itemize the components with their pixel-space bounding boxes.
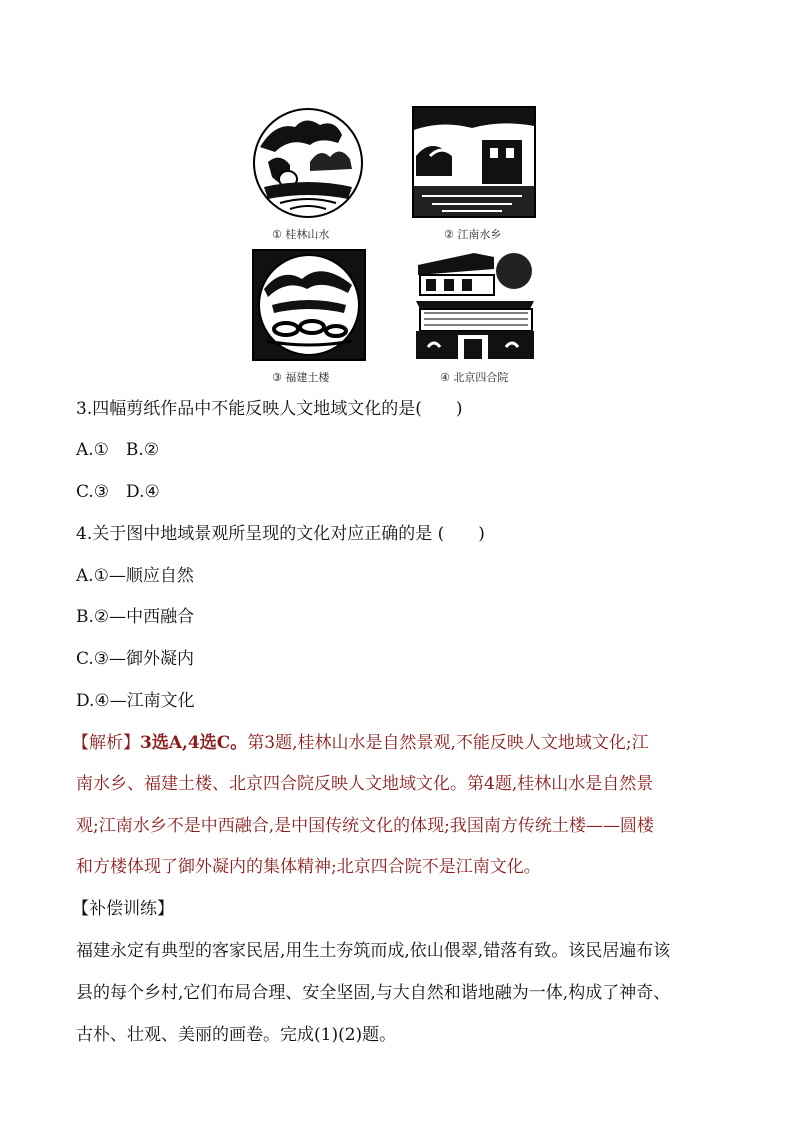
papercut-jiangnan-image xyxy=(412,106,536,218)
supplement-tag: 【补偿训练】 xyxy=(72,899,174,919)
supplement-line-3: 古朴、壮观、美丽的画卷。完成(1)(2)题。 xyxy=(76,1025,397,1045)
analysis-text-1: 第3题,桂林山水是自然景观,不能反映人文地域文化;江 xyxy=(247,733,649,753)
papercut-tulou-image xyxy=(252,249,366,361)
analysis-answer: 3选A,4选C。 xyxy=(140,733,248,753)
question-4-option-c: C.③—御外凝内 xyxy=(76,649,195,669)
papercut-siheyuan-image xyxy=(414,247,536,361)
question-3-options-ab: A.① B.② xyxy=(76,440,160,460)
analysis-tag: 【解析】 xyxy=(72,733,140,753)
analysis-line-1 xyxy=(72,732,649,754)
analysis-line-2: 南水乡、福建土楼、北京四合院反映人文地域文化。第4题,桂林山水是自然景 xyxy=(76,774,654,794)
papercut-guilin-image xyxy=(250,107,366,219)
analysis-line-3: 观;江南水乡不是中西融合,是中国传统文化的体现;我国南方传统土楼——圆楼 xyxy=(76,816,654,836)
caption-guilin: ① 桂林山水 xyxy=(272,228,330,241)
question-3-options-cd: C.③ D.④ xyxy=(76,482,160,502)
caption-siheyuan: ④ 北京四合院 xyxy=(440,371,509,384)
question-4-option-a: A.①—顺应自然 xyxy=(76,566,194,586)
question-4-option-b: B.②—中西融合 xyxy=(76,607,195,627)
question-4-option-d: D.④—江南文化 xyxy=(76,691,195,711)
caption-tulou: ③ 福建土楼 xyxy=(272,371,330,384)
supplement-line-2: 县的每个乡村,它们布局合理、安全坚固,与大自然和谐地融为一体,构成了神奇、 xyxy=(76,983,671,1003)
analysis-line-4: 和方楼体现了御外凝内的集体精神;北京四合院不是江南文化。 xyxy=(76,857,541,877)
question-4-stem: 4.关于图中地域景观所呈现的文化对应正确的是 ( ) xyxy=(76,524,485,544)
caption-jiangnan: ② 江南水乡 xyxy=(444,228,502,241)
question-3-stem: 3.四幅剪纸作品中不能反映人文地域文化的是( ) xyxy=(76,399,463,419)
supplement-line-1: 福建永定有典型的客家民居,用生土夯筑而成,依山偎翠,错落有致。该民居遍布该 xyxy=(76,941,671,961)
